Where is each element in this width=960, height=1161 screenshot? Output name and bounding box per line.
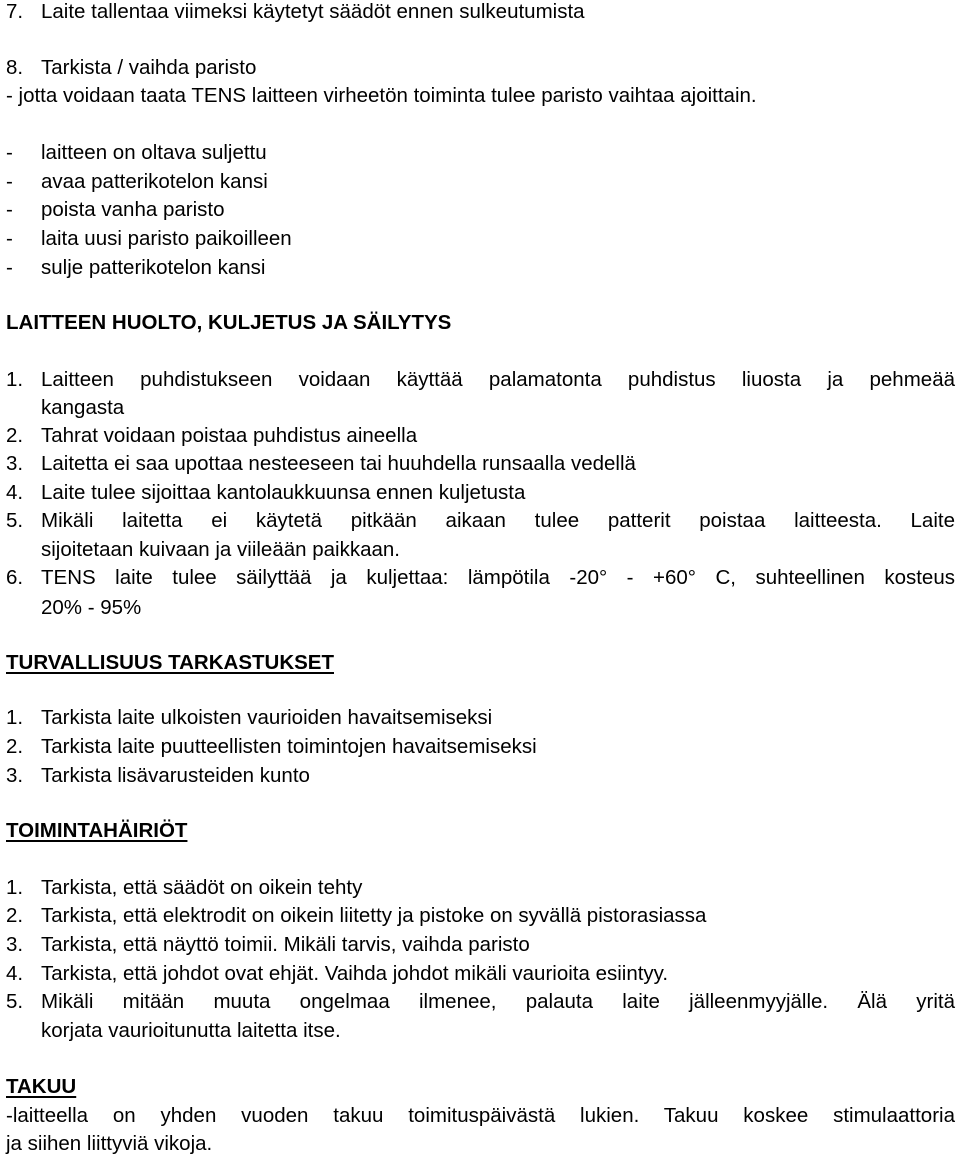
warranty-text: -laitteella on yhden vuoden takuu toimituspäivästä lukien. Takuu koskee stimulaattoria	[6, 1104, 955, 1127]
item-text: Tarkista / vaihda paristo	[41, 56, 257, 79]
item-number: 7.	[6, 0, 24, 23]
item-text: Tarkista laite ulkoisten vaurioiden havaitsemiseksi	[41, 706, 493, 729]
item-text: Tarkista lisävarusteiden kunto	[41, 764, 310, 787]
battery-note: - jotta voidaan taata TENS laitteen virheetön toiminta tulee paristo vaihtaa ajoittain.	[6, 84, 757, 107]
item-number: 2.	[6, 424, 24, 447]
item-number: 1.	[6, 876, 24, 899]
item-number: 8.	[6, 56, 24, 79]
list-item: sulje patterikotelon kansi	[41, 256, 266, 279]
item-text-continued: sijoitetaan kuivaan ja viileään paikkaan.	[41, 538, 400, 561]
list-item: laitteen on oltava suljettu	[41, 141, 267, 164]
section-heading-safety: TURVALLISUUS TARKASTUKSET	[6, 651, 334, 674]
item-text-continued: 20% - 95%	[41, 596, 142, 619]
list-item: laita uusi paristo paikoilleen	[41, 227, 292, 250]
section-heading-troubleshooting: TOIMINTAHÄIRIÖT	[6, 819, 188, 842]
list-bullet: -	[6, 170, 13, 193]
list-bullet: -	[6, 198, 13, 221]
list-item: avaa patterikotelon kansi	[41, 170, 268, 193]
item-text: Tahrat voidaan poistaa puhdistus aineella	[41, 424, 418, 447]
list-bullet: -	[6, 256, 13, 279]
item-number: 3.	[6, 764, 24, 787]
item-text: Laitetta ei saa upottaa nesteeseen tai huuhdella runsaalla vedellä	[41, 452, 636, 475]
item-number: 2.	[6, 735, 24, 758]
item-number: 1.	[6, 368, 24, 391]
warranty-text-continued: ja siihen liittyviä vikoja.	[6, 1132, 213, 1155]
item-number: 4.	[6, 481, 24, 504]
item-number: 3.	[6, 933, 24, 956]
item-text: Tarkista, että johdot ovat ehjät. Vaihda johdot mikäli vaurioita esiintyy.	[41, 962, 669, 985]
item-number: 5.	[6, 990, 24, 1013]
list-item: poista vanha paristo	[41, 198, 225, 221]
item-text-continued: kangasta	[41, 396, 125, 419]
item-text: Laite tallentaa viimeksi käytetyt säädöt ennen sulkeutumista	[41, 0, 585, 23]
item-text-continued: korjata vaurioitunutta laitetta itse.	[41, 1019, 341, 1042]
item-text: Tarkista laite puutteellisten toimintojen havaitsemiseksi	[41, 735, 537, 758]
item-text: Mikäli mitään muuta ongelmaa ilmenee, palauta laite jälleenmyyjälle. Älä yritä	[41, 990, 955, 1013]
section-heading-maintenance: LAITTEEN HUOLTO, KULJETUS JA SÄILYTYS	[6, 311, 452, 334]
item-text: Laite tulee sijoittaa kantolaukkuunsa ennen kuljetusta	[41, 481, 526, 504]
item-text: Tarkista, että näyttö toimii. Mikäli tarvis, vaihda paristo	[41, 933, 530, 956]
list-bullet: -	[6, 227, 13, 250]
item-number: 6.	[6, 566, 24, 589]
section-heading-warranty: TAKUU	[6, 1075, 77, 1098]
item-number: 5.	[6, 509, 24, 532]
list-bullet: -	[6, 141, 13, 164]
item-text: Tarkista, että säädöt on oikein tehty	[41, 876, 363, 899]
item-text: Laitteen puhdistukseen voidaan käyttää palamatonta puhdistus liuosta ja pehmeää	[41, 368, 955, 391]
item-number: 4.	[6, 962, 24, 985]
item-number: 1.	[6, 706, 24, 729]
item-number: 2.	[6, 904, 24, 927]
item-text: Mikäli laitetta ei käytetä pitkään aikaan tulee patterit poistaa laitteesta. Laite	[41, 509, 955, 532]
item-text: TENS laite tulee säilyttää ja kuljettaa: lämpötila -20° - +60° C, suhteellinen kosteus	[41, 566, 955, 589]
item-number: 3.	[6, 452, 24, 475]
item-text: Tarkista, että elektrodit on oikein liitetty ja pistoke on syvällä pistorasiassa	[41, 904, 707, 927]
